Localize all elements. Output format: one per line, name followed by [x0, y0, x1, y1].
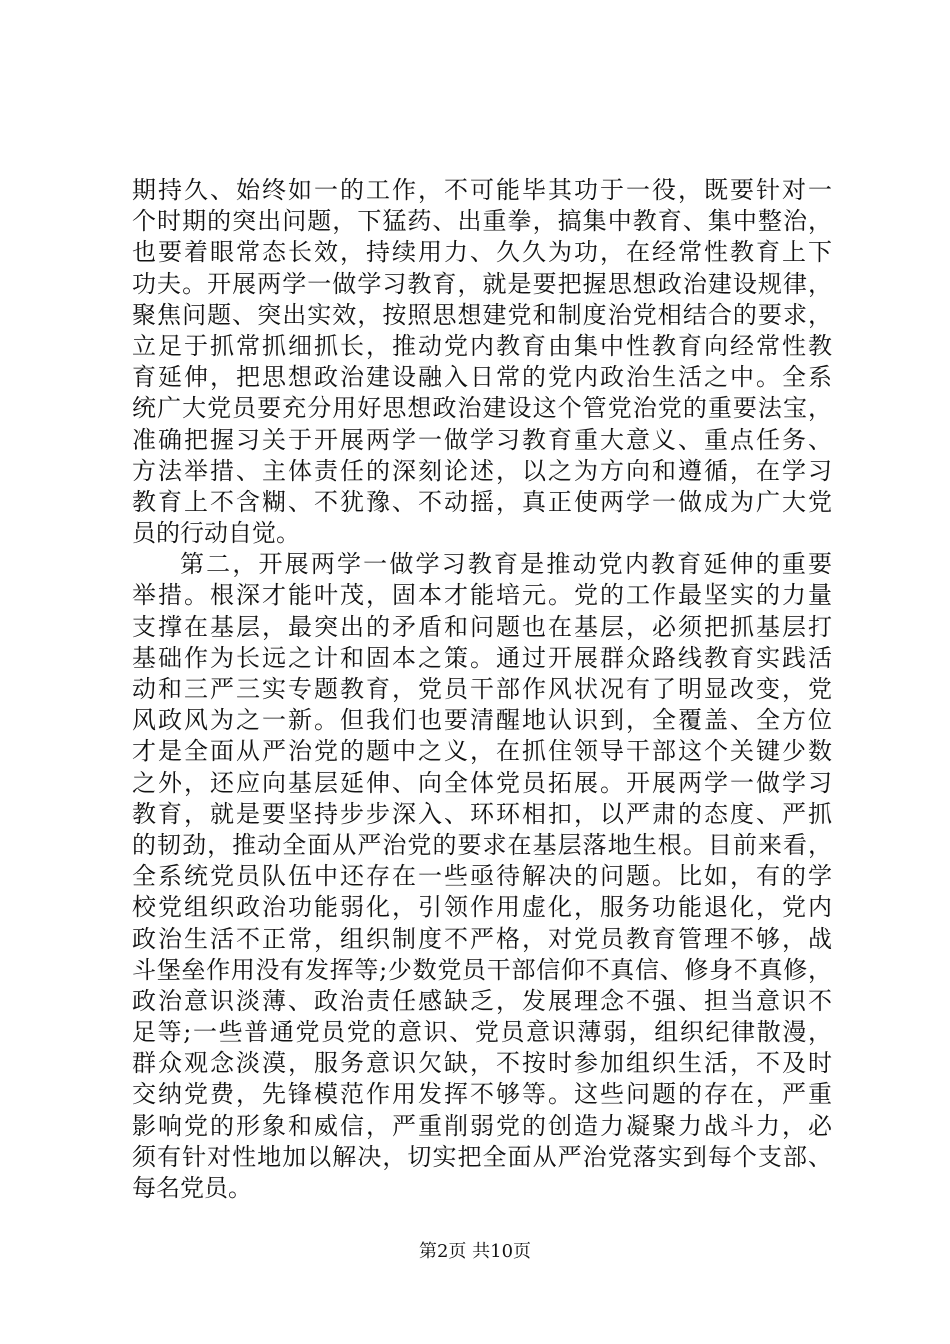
page-number: 第2页 共10页	[418, 1241, 532, 1262]
text-line: 的韧劲，推动全面从严治党的要求在基层落地生根。目前来看，	[132, 830, 832, 859]
text-line: 个时期的突出问题，下猛药、出重拳，搞集中教育、集中整治，	[132, 207, 832, 236]
body-text	[132, 175, 832, 1204]
text-line: 期持久、始终如一的工作，不可能毕其功于一役，既要针对一	[132, 176, 832, 204]
text-line: 全系统党员队伍中还存在一些亟待解决的问题。比如，有的学	[132, 862, 832, 891]
text-line: 教育，就是要坚持步步深入、环环相扣，以严肃的态度、严抓	[132, 799, 832, 828]
text-line: 第二，开展两学一做学习教育是推动党内教育延伸的重要	[180, 550, 832, 579]
text-line: 举措。根深才能叶茂，固本才能培元。党的工作最坚实的力量	[132, 581, 832, 610]
text-line: 斗堡垒作用没有发挥等;少数党员干部信仰不真信、修身不真修，	[132, 955, 832, 984]
text-line: 之外，还应向基层延伸、向全体党员拓展。开展两学一做学习	[132, 768, 832, 797]
text-line: 方法举措、主体责任的深刻论述，以之为方向和遵循，在学习	[132, 456, 832, 485]
text-line: 统广大党员要充分用好思想政治建设这个管党治党的重要法宝，	[132, 394, 832, 423]
text-line: 交纳党费，先锋模范作用发挥不够等。这些问题的存在，严重	[132, 1080, 832, 1109]
text-line: 立足于抓常抓细抓长，推动党内教育由集中性教育向经常性教	[132, 331, 832, 360]
text-line: 聚焦问题、突出实效，按照思想建党和制度治党相结合的要求，	[132, 300, 832, 329]
text-line: 才是全面从严治党的题中之义，在抓住领导干部这个关键少数	[132, 737, 832, 766]
paragraph-2	[132, 549, 832, 1204]
text-line: 动和三严三实专题教育，党员干部作风状况有了明显改变，党	[132, 675, 832, 703]
text-line: 足等;一些普通党员党的意识、党员意识薄弱，组织纪律散漫，	[132, 1018, 832, 1047]
text-line: 影响党的形象和威信，严重削弱党的创造力凝聚力战斗力，必	[132, 1111, 832, 1140]
text-line: 须有针对性地加以解决，切实把全面从严治党落实到每个支部、	[132, 1142, 832, 1171]
text-line: 支撑在基层，最突出的矛盾和问题也在基层，必须把抓基层打	[132, 612, 832, 641]
text-line: 也要着眼常态长效，持续用力、久久为功，在经常性教育上下	[132, 238, 832, 267]
text-line: 准确把握习关于开展两学一做学习教育重大意义、重点任务、	[132, 425, 832, 454]
text-line: 基础作为长远之计和固本之策。通过开展群众路线教育实践活	[132, 643, 832, 672]
text-line: 每名党员。	[132, 1174, 252, 1202]
text-line: 政治意识淡薄、政治责任感缺乏，发展理念不强、担当意识不	[132, 986, 832, 1015]
text-line: 校党组织政治功能弱化，引领作用虚化，服务功能退化，党内	[132, 893, 832, 922]
text-line: 教育上不含糊、不犹豫、不动摇，真正使两学一做成为广大党	[132, 487, 832, 516]
page-footer	[0, 1240, 950, 1264]
text-line: 员的行动自觉。	[132, 519, 300, 548]
text-line: 功夫。开展两学一做学习教育，就是要把握思想政治建设规律，	[132, 269, 832, 298]
text-line: 群众观念淡漠，服务意识欠缺，不按时参加组织生活，不及时	[132, 1049, 832, 1078]
text-line: 风政风为之一新。但我们也要清醒地认识到，全覆盖、全方位	[132, 706, 832, 735]
text-line: 育延伸，把思想政治建设融入日常的党内政治生活之中。全系	[132, 363, 832, 392]
text-line: 政治生活不正常，组织制度不严格，对党员教育管理不够，战	[132, 924, 832, 953]
paragraph-1	[132, 175, 832, 549]
